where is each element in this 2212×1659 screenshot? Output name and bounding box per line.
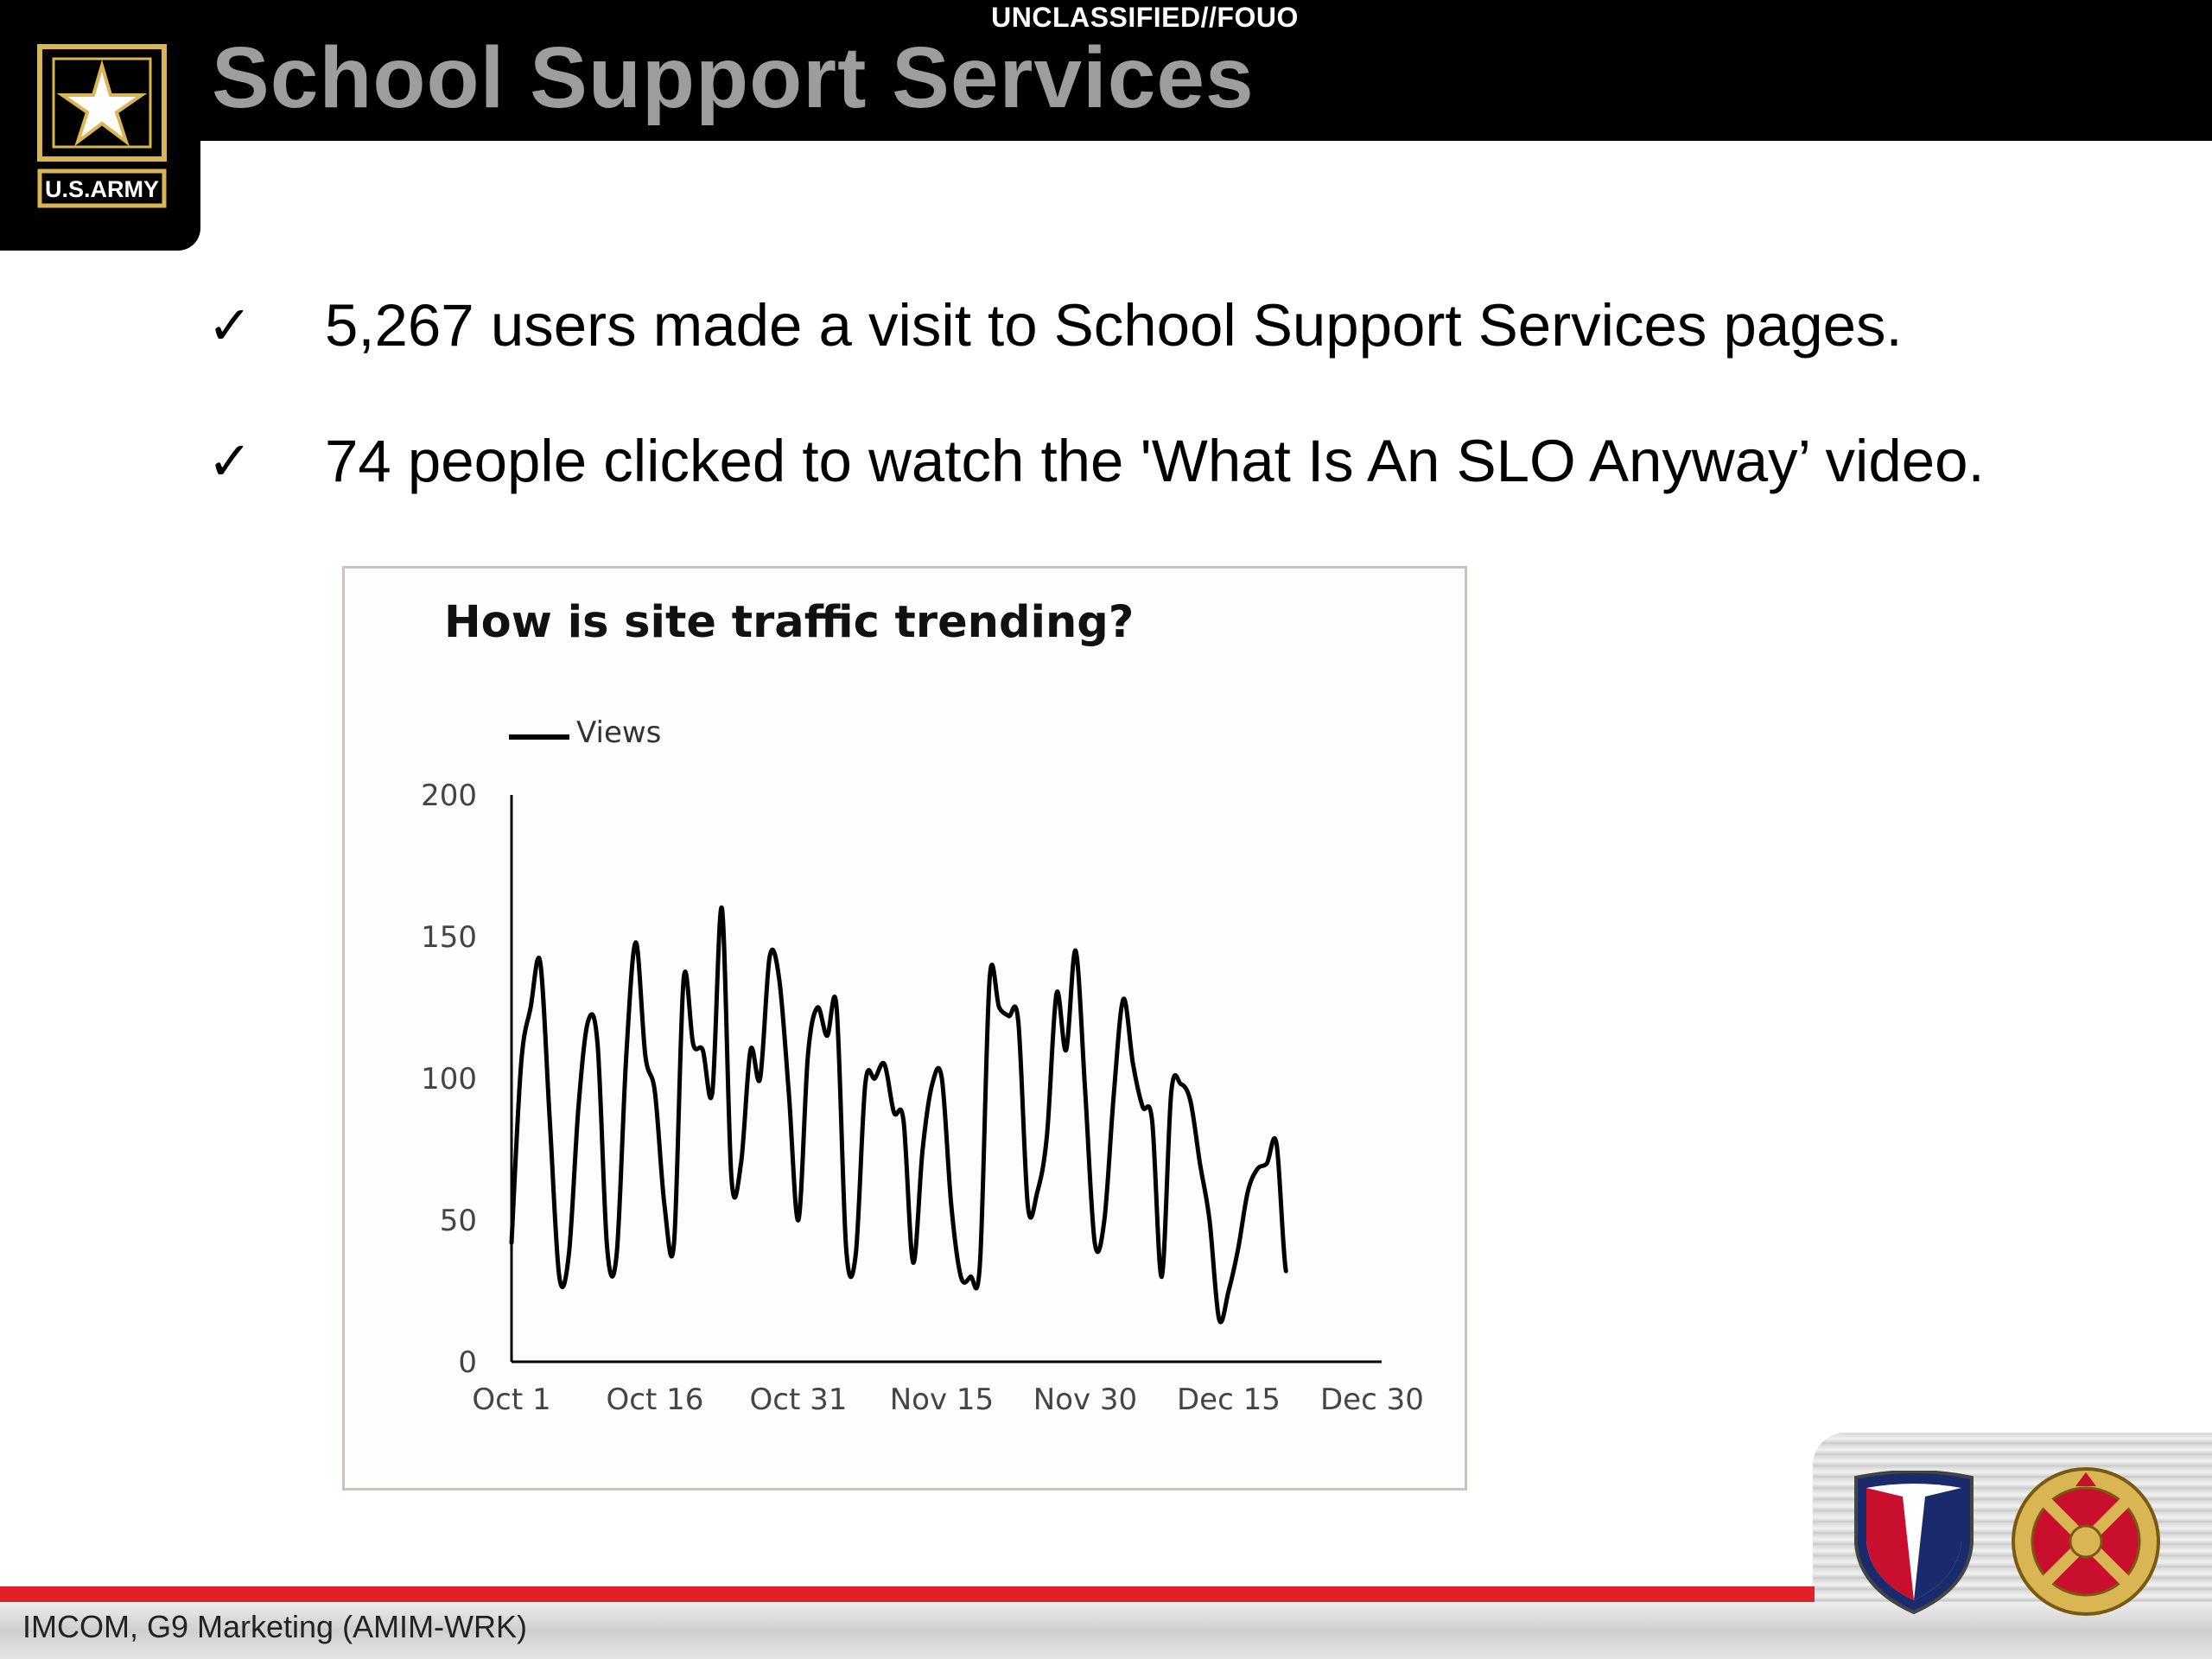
- us-army-logo: [36, 43, 168, 213]
- y-tick-label: 200: [421, 779, 477, 813]
- footer-text: IMCOM, G9 Marketing (AMIM-WRK): [22, 1609, 528, 1644]
- y-tick-label: 50: [439, 1204, 477, 1238]
- x-tick-label: Oct 1: [472, 1382, 551, 1417]
- legend-label-views: Views: [576, 715, 662, 750]
- x-tick-label: Dec 15: [1177, 1382, 1281, 1417]
- classification-banner: UNCLASSIFIED//FOUO: [991, 2, 1299, 33]
- x-tick-label: Nov 30: [1033, 1382, 1138, 1417]
- check-icon: ✓: [207, 429, 252, 493]
- crest-icon: [2010, 1464, 2162, 1619]
- chart-title: How is site traffic trending?: [444, 597, 1135, 648]
- stat-text: 5,267 users made a visit to School Support Services pages.: [325, 292, 1903, 359]
- page-title: School Support Services: [212, 29, 1255, 126]
- check-icon: ✓: [207, 294, 252, 357]
- footer-red-stripe: [0, 1586, 1815, 1602]
- stat-text: 74 people clicked to watch the 'What Is An SLO Anyway’ video.: [325, 428, 1985, 494]
- y-tick-label: 150: [421, 920, 477, 955]
- x-tick-label: Dec 30: [1319, 1382, 1424, 1417]
- y-tick-label: 0: [458, 1345, 477, 1380]
- shield-icon: [1851, 1471, 1977, 1616]
- series-line-views: [512, 907, 1286, 1322]
- key-stats-list: [207, 287, 2160, 558]
- line-chart: [345, 569, 1470, 1493]
- stat-item-users: [207, 287, 2160, 423]
- x-tick-label: Oct 31: [749, 1382, 848, 1417]
- chart-card: [342, 566, 1467, 1491]
- svg-text:U.S.ARMY: U.S.ARMY: [44, 176, 160, 202]
- x-tick-label: Nov 15: [889, 1382, 995, 1417]
- stat-item-video: [207, 423, 2160, 558]
- x-tick-label: Oct 16: [606, 1382, 704, 1417]
- y-tick-label: 100: [421, 1062, 477, 1096]
